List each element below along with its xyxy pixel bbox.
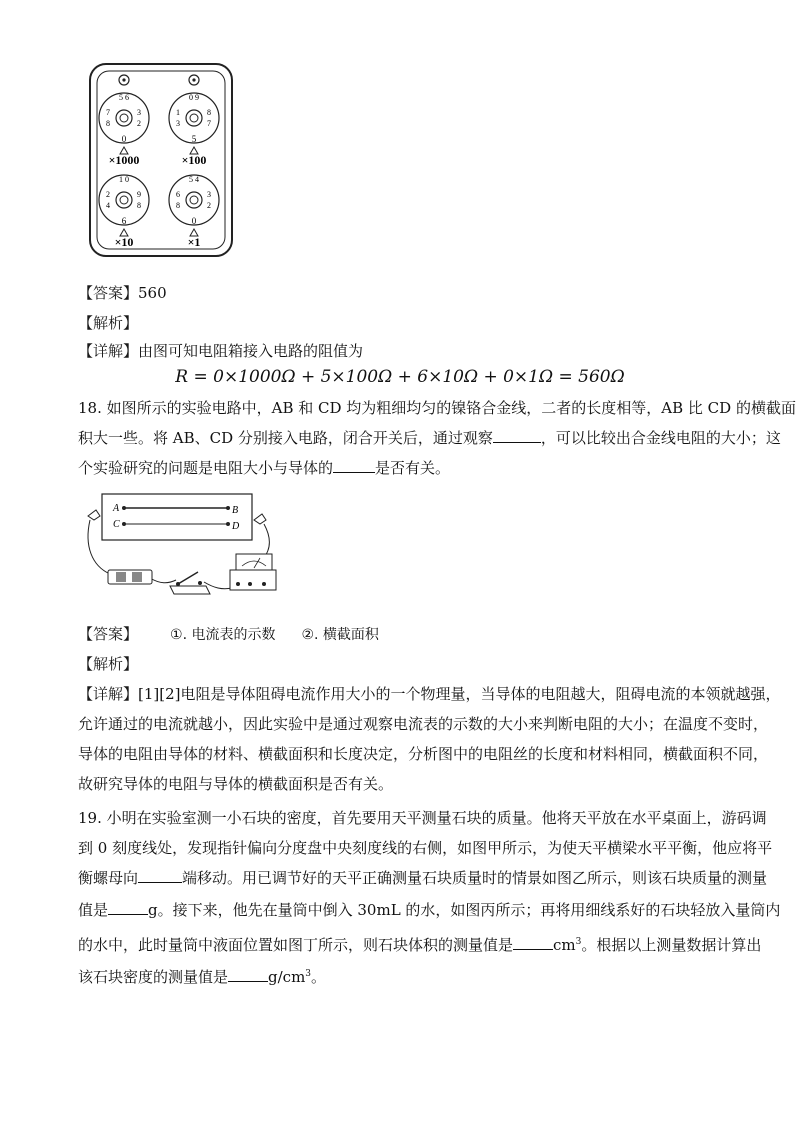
svg-text:3: 3 — [207, 190, 211, 199]
label-a: A — [113, 503, 120, 514]
analysis-tag: 【解析】 — [78, 314, 139, 332]
svg-text:7: 7 — [106, 108, 110, 117]
dial-x1 — [169, 175, 219, 236]
dial-x10-label: ×10 — [114, 235, 134, 249]
blank-2 — [333, 458, 375, 473]
circuit-figure — [80, 486, 280, 606]
svg-text:9: 9 — [137, 190, 141, 199]
blank-5 — [513, 935, 553, 950]
q19-line-6: 该石块密度的测量值是 $g/cm^3$。 — [78, 968, 327, 986]
blank-4 — [108, 900, 148, 915]
q19-line-5: 的水中，此时量筒中液面位置如图丁所示，则石块体积的测量值是 $cm^3$。根据以上测量数据计算出 — [78, 936, 762, 954]
q18-line-1: 18. 如图所示的实验电路中，AB 和 CD 均为粗细均匀的镍铬合金线，二者的长度相等，AB 比 CD 的横截面 — [78, 399, 796, 417]
q17-answer-line — [78, 283, 167, 303]
q18-line-3: 个实验研究的问题是电阻大小与导体的 是否有关。 — [78, 459, 451, 477]
dial-x100-digit: 5 — [191, 134, 197, 144]
dial-x1000-digit: 0 — [121, 134, 127, 144]
svg-text:8: 8 — [137, 201, 141, 210]
q18-detail-line-4: 故研究导体的电阻与导体的横截面积是否有关。 — [78, 775, 394, 793]
svg-text:2: 2 — [137, 119, 141, 128]
dial-x1-digit: 0 — [191, 216, 197, 226]
q17-analysis-line — [78, 313, 138, 333]
svg-text:3: 3 — [176, 119, 180, 128]
svg-text:5 4: 5 4 — [189, 175, 199, 184]
svg-text:4: 4 — [106, 201, 110, 210]
q18-detail-line-1: 【详解】[1][2]电阻是导体阻碍电流作用大小的一个物理量，当导体的电阻越大，阻碍电流的本领就越强， — [78, 685, 781, 703]
svg-text:8: 8 — [106, 119, 110, 128]
svg-text:5 6: 5 6 — [119, 93, 129, 102]
q17-formula: R = 0×1000Ω + 5×100Ω + 6×10Ω + 0×1Ω = 560Ω — [175, 367, 625, 387]
q19-line-1: 19. 小明在实验室测一小石块的密度，首先要用天平测量石块的质量。他将天平放在水平桌面上，游码调 — [78, 809, 767, 827]
detail-tag: 【详解】 — [78, 342, 139, 360]
q18-answer-2: ②. 横截面积 — [301, 627, 379, 643]
svg-text:2: 2 — [106, 190, 110, 199]
label-b: B — [232, 505, 239, 516]
svg-text:1: 1 — [176, 108, 180, 117]
svg-text:7: 7 — [207, 119, 211, 128]
label-c: C — [113, 519, 120, 530]
resistance-box-figure — [86, 60, 236, 260]
q17-detail-line — [78, 341, 363, 361]
label-d: D — [232, 521, 240, 532]
dial-x100 — [169, 93, 219, 154]
dial-x10 — [99, 175, 149, 236]
svg-text:0 9: 0 9 — [189, 93, 199, 102]
answer-tag: 【答案】 — [78, 284, 139, 302]
blank-1 — [493, 428, 541, 443]
dial-x1000 — [99, 93, 149, 154]
switch — [170, 572, 210, 594]
svg-text:6: 6 — [176, 190, 180, 199]
svg-text:1 0: 1 0 — [119, 175, 129, 184]
q17-answer: 560 — [138, 284, 167, 302]
q18-analysis-line: 【解析】 — [78, 655, 139, 673]
q18-answer-1: ①. 电流表的示数 — [170, 627, 276, 643]
svg-text:2: 2 — [207, 201, 211, 210]
q19-line-4: 值是 g。接下来，他先在量筒中倒入 30mL 的水，如图丙所示；再将用细线系好的石块轻放入量筒内 — [78, 901, 781, 919]
q19-line-2: 到 0 刻度线处，发现指针偏向分度盘中央刻度线的右侧，如图甲所示，为使天平横梁水平平衡，他应将平 — [78, 839, 773, 857]
q19-line-3: 衡螺母向 端移动。用已调节好的天平正确测量石块质量时的情景如图乙所示，则该石块质量的测量 — [78, 869, 768, 887]
battery — [108, 570, 152, 584]
svg-text:3: 3 — [137, 108, 141, 117]
q18-line-2: 积大一些。将 AB、CD 分别接入电路，闭合开关后，通过观察 ，可以比较出合金线电阻的大小；这 — [78, 429, 781, 447]
svg-text:8: 8 — [207, 108, 211, 117]
dial-x10-digit: 6 — [121, 216, 127, 226]
svg-text:8: 8 — [176, 201, 180, 210]
dial-x1000-label: ×1000 — [108, 153, 140, 167]
dial-x100-label: ×100 — [181, 153, 207, 167]
ammeter — [230, 554, 276, 590]
q18-detail-line-3: 导体的电阻由导体的材料、横截面积和长度决定，分析图中的电阻丝的长度和材料相同，横截面积不同， — [78, 745, 769, 763]
blank-6 — [228, 967, 268, 982]
q18-answer-line: 【答案】 ①. 电流表的示数 ②. 横截面积 — [78, 625, 379, 643]
q17-detail: 由图可知电阻箱接入电路的阻值为 — [138, 342, 364, 360]
blank-3 — [138, 868, 182, 883]
dial-x1-label: ×1 — [187, 235, 201, 249]
q18-detail-line-2: 允许通过的电流就越小，因此实验中是通过观察电流表的示数的大小来判断电阻的大小；在温度不变时， — [78, 715, 769, 733]
